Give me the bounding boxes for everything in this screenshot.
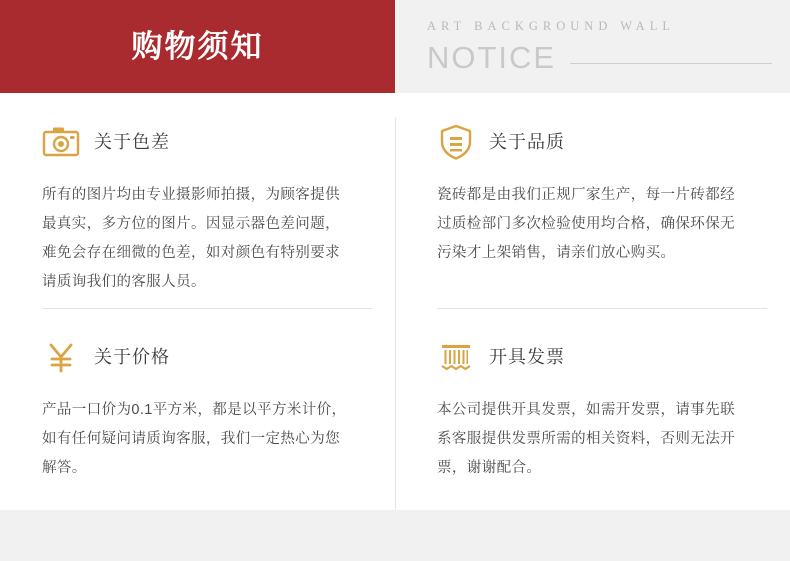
notice-card-header	[437, 338, 748, 376]
header-english-subtitle: ART BACKGROUND WALL	[427, 19, 675, 34]
notice-card-body: 所有的图片均由专业摄影师拍摄，为顾客提供最真实，多方位的图片。因显示器色差问题，难免会存在细微的色差，如对颜色有特别要求请质询我们的客服人员。	[42, 187, 340, 290]
header-notice-row	[427, 39, 790, 75]
camera-icon	[42, 123, 80, 161]
notice-card-quality	[395, 93, 790, 308]
notice-card-price	[0, 308, 395, 498]
notice-card-header	[42, 338, 353, 376]
notice-card-header	[42, 123, 353, 161]
header-notice-word: NOTICE	[427, 39, 557, 75]
notice-card-invoice	[395, 308, 790, 498]
notice-card-header	[437, 123, 748, 161]
header-title-block	[0, 0, 395, 93]
invoice-icon	[437, 338, 475, 376]
page-header	[0, 0, 790, 93]
notice-card-body: 本公司提供开具发票，如需开发票，请事先联系客服提供发票所需的相关资料，否则无法开票，谢谢配合。	[437, 402, 735, 476]
notice-grid	[0, 93, 790, 498]
notice-card-title: 关于品质	[489, 132, 565, 152]
footer-strip	[0, 510, 790, 561]
notice-card-title: 开具发票	[489, 347, 565, 367]
notice-card-title: 关于价格	[94, 347, 170, 367]
header-subtitle-block	[395, 0, 790, 93]
notice-card-body: 瓷砖都是由我们正规厂家生产，每一片砖都经过质检部门多次检验使用均合格，确保环保无污染才上架销售，请亲们放心购买。	[437, 187, 735, 261]
notice-card-title: 关于色差	[94, 132, 170, 152]
page-title: 购物须知	[131, 29, 264, 64]
notice-card-body: 产品一口价为0.1平方米，都是以平方米计价，如有任何疑问请质询客服，我们一定热心为您解答。	[42, 402, 347, 476]
shield-quality-icon	[437, 123, 475, 161]
yen-price-icon	[42, 338, 80, 376]
header-divider-line	[570, 63, 772, 64]
notice-card-color	[0, 93, 395, 308]
